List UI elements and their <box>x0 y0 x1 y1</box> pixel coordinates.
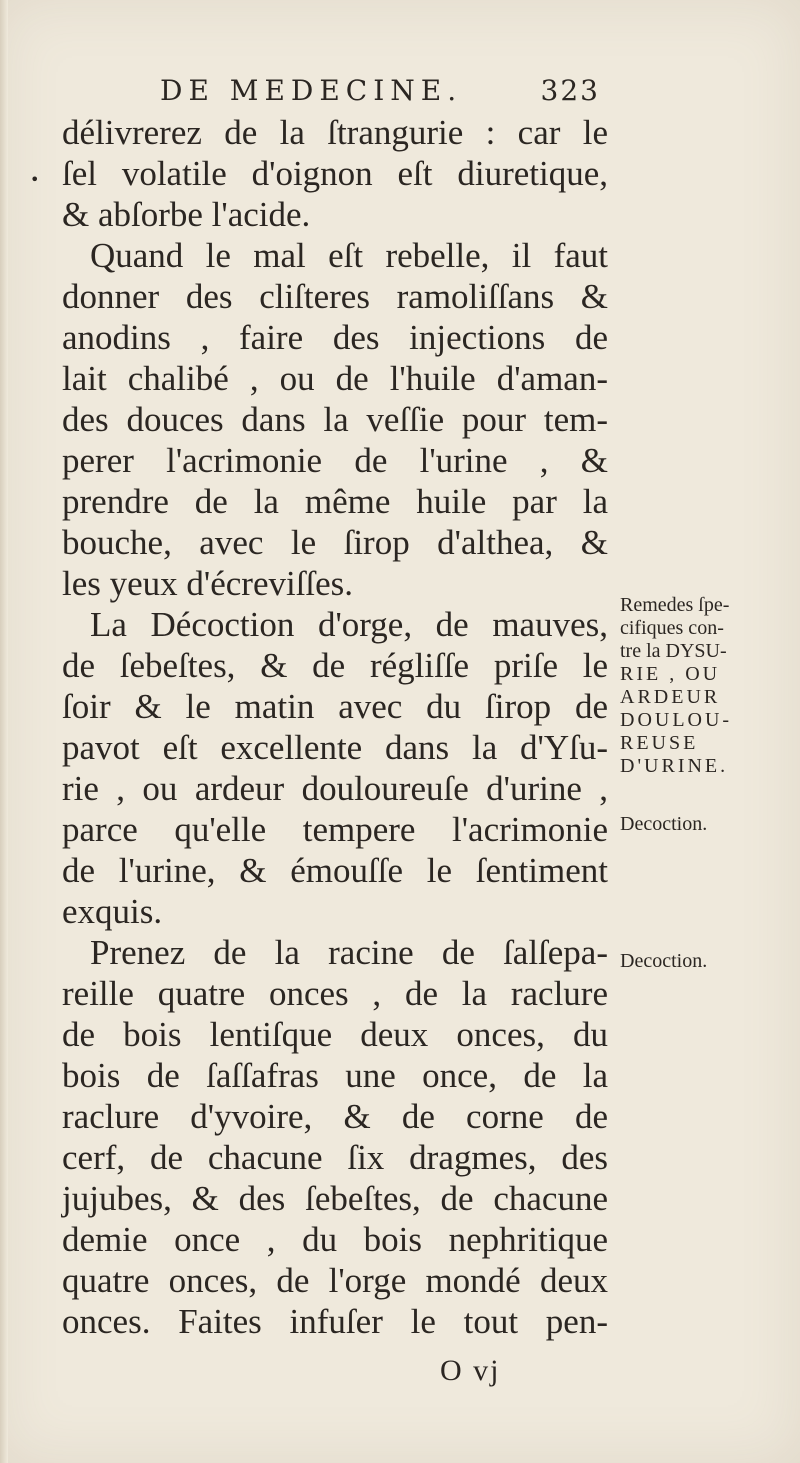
text-line: anodins , faire des injections de <box>62 318 608 357</box>
text-line: parce qu'elle tempere l'acrimonie <box>62 810 608 849</box>
text-line: rie , ou ardeur douloureuſe d'urine , <box>62 769 608 808</box>
text-line: des douces dans la veſſie pour tem- <box>62 400 608 439</box>
marginal-line: DOULOU- <box>620 709 733 731</box>
text-line: exquis. <box>62 892 163 931</box>
marginal-note-remedes <box>620 594 785 778</box>
body-text <box>62 112 608 1342</box>
marginal-line: RIE , OU <box>620 663 721 685</box>
text-line: de ſebeſtes, & de régliſſe priſe le <box>62 646 608 685</box>
text-line: de l'urine, & émouſſe le ſentiment <box>62 851 608 890</box>
text-line: les yeux d'écreviſſes. <box>62 564 354 603</box>
marginal-line: tre la DYSU- <box>620 640 727 662</box>
text-line: quatre onces, de l'orge mondé deux <box>62 1261 608 1300</box>
page-number: 323 <box>540 74 600 107</box>
text-line: lait chalibé , ou de l'huile d'aman- <box>62 359 608 398</box>
text-line: délivrerez de la ſtrangurie : car le <box>62 113 608 152</box>
text-line: jujubes, & des ſebeſtes, de chacune <box>62 1179 608 1218</box>
running-header <box>160 74 600 114</box>
text-line: La Décoction d'orge, de mauves, <box>90 605 608 644</box>
text-line: raclure d'yvoire, & de corne de <box>62 1097 608 1136</box>
marginal-line: ARDEUR <box>620 686 721 708</box>
text-line: prendre de la même huile par la <box>62 482 608 521</box>
marginal-line: D'URINE. <box>620 755 729 777</box>
marginal-note-decoction: Decoction. <box>620 950 708 972</box>
text-line: bois de ſaſſafras une once, de la <box>62 1056 608 1095</box>
marginal-line: Remedes ſpe- <box>620 594 730 616</box>
text-line: donner des cliſteres ramoliſſans & <box>62 277 608 316</box>
text-line: & abſorbe l'acide. <box>62 195 311 234</box>
text-line: ſoir & le matin avec du ſirop de <box>62 687 608 726</box>
text-line: bouche, avec le ſirop d'althea, & <box>62 523 608 562</box>
margin-marker: • <box>30 170 40 189</box>
text-line: cerf, de chacune ſix dragmes, des <box>62 1138 608 1177</box>
text-line: demie once , du bois nephritique <box>62 1220 608 1259</box>
marginal-line: REUSE <box>620 732 699 754</box>
text-line: onces. Faites infuſer le tout pen- <box>62 1302 608 1341</box>
marginal-line: cifiques con- <box>620 617 724 639</box>
signature-mark: O vj <box>440 1354 501 1387</box>
text-line: Prenez de la racine de ſalſepa- <box>90 933 608 972</box>
marginal-note-decoction: Decoction. <box>620 813 708 835</box>
text-line: pavot eſt excellente dans la d'Yſu- <box>62 728 608 767</box>
running-head: DE MEDECINE. <box>160 74 463 107</box>
page-edge <box>0 0 8 1463</box>
text-line: reille quatre onces , de la raclure <box>62 974 608 1013</box>
text-line: ſel volatile d'oignon eſt diuretique, <box>62 154 608 193</box>
text-line: perer l'acrimonie de l'urine , & <box>62 441 608 480</box>
text-line: Quand le mal eſt rebelle, il faut <box>90 236 608 275</box>
text-line: de bois lentiſque deux onces, du <box>62 1015 608 1054</box>
